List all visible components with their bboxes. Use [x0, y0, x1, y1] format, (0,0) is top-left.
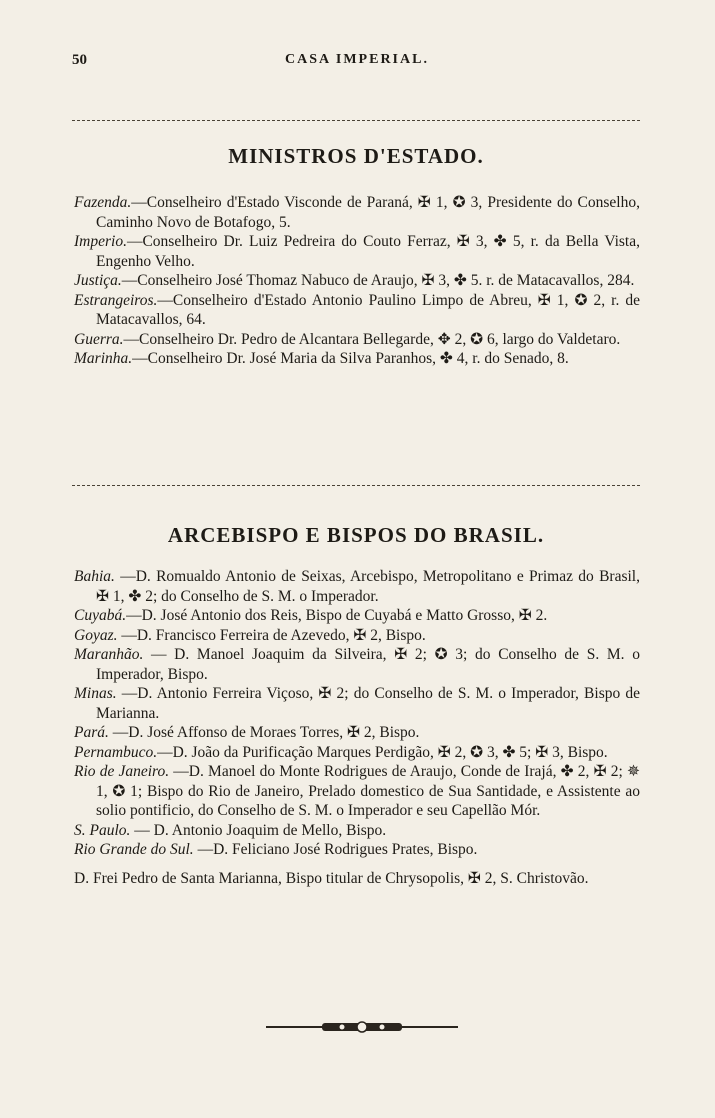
page-header	[72, 52, 642, 74]
entry-bahia: Bahia. —D. Romualdo Antonio de Seixas, Arcebispo, Metropolitano e Primaz do Brasil, ✠ 1, ✤ 2; do Conselho de S. M. o Imperador.	[74, 568, 640, 605]
entry-guerra: Guerra.—Conselheiro Dr. Pedro de Alcantara Bellegarde, ✥ 2, ✪ 6, largo do Valdetaro.	[74, 330, 621, 348]
entry-justica: Justiça.—Conselheiro José Thomaz Nabuco de Araujo, ✠ 3, ✤ 5. r. de Matacavallos, 284.	[74, 272, 635, 289]
running-title: CASA IMPERIAL.	[285, 52, 429, 67]
entry-sao-paulo: S. Paulo. — D. Antonio Joaquim de Mello, Bispo.	[74, 821, 387, 839]
spacer	[74, 860, 640, 869]
entry-marinha: Marinha.—Conselheiro Dr. José Maria da Silva Paranhos, ✤ 4, r. do Senado, 8.	[74, 350, 569, 367]
entry-goyaz: Goyaz. —D. Francisco Ferreira de Azevedo, ✠ 2, Bispo.	[74, 626, 426, 644]
top-divider	[72, 120, 640, 121]
entry-estrangeiros: Estrangeiros.—Conselheiro d'Estado Antonio Paulino Limpo de Abreu, ✠ 1, ✪ 2, r. de Matacavallos, 64.	[74, 291, 640, 328]
ministros-list	[74, 193, 640, 369]
entry-imperio: Imperio.—Conselheiro Dr. Luiz Pedreira do Couto Ferraz, ✠ 3, ✤ 5, r. da Bella Vista, Engenho Velho.	[74, 233, 640, 270]
entry-rio-de-janeiro: Rio de Janeiro. —D. Manoel do Monte Rodrigues de Araujo, Conde de Irajá, ✤ 2, ✠ 2; ✵ 1, ✪ 1; Bispo do Rio de Janeiro, Prelado domestico de Sua Santidade, e Assistente ao solio pontificio, do Conselho de S. M. o Imperador e seu Capellão Mór.	[74, 763, 640, 819]
page-number: 50	[72, 52, 87, 68]
tailpiece-ornament-icon	[262, 1020, 462, 1034]
entry-maranhao: Maranhão. — D. Manoel Joaquim da Silveira, ✠ 2; ✪ 3; do Conselho de S. M. o Imperador, Bispo.	[74, 646, 640, 683]
entry-fazenda: Fazenda.—Conselheiro d'Estado Visconde de Paraná, ✠ 1, ✪ 3, Presidente do Conselho, Caminho Novo de Botafogo, 5.	[74, 194, 640, 231]
section-title-ministros: MINISTROS D'ESTADO.	[228, 144, 484, 168]
entry-minas: Minas. —D. Antonio Ferreira Viçoso, ✠ 2; do Conselho de S. M. o Imperador, Bispo de Marianna.	[74, 685, 640, 722]
entry-rio-grande-do-sul: Rio Grande do Sul. —D. Feliciano José Rodrigues Prates, Bispo.	[74, 841, 478, 858]
entry-pernambuco: Pernambuco.—D. João da Purificação Marques Perdigão, ✠ 2, ✪ 3, ✤ 5; ✠ 3, Bispo.	[74, 743, 608, 761]
bispos-list	[74, 567, 640, 888]
entry-cuyaba: Cuyabá.—D. José Antonio dos Reis, Bispo de Cuyabá e Matto Grosso, ✠ 2.	[74, 607, 548, 624]
middle-divider	[72, 485, 640, 486]
entry-bispo-titular: D. Frei Pedro de Santa Marianna, Bispo titular de Chrysopolis, ✠ 2, S. Christovão.	[74, 869, 589, 887]
entry-para: Pará. —D. José Affonso de Moraes Torres, ✠ 2, Bispo.	[74, 724, 420, 741]
section-title-bispos: ARCEBISPO E BISPOS DO BRASIL.	[167, 523, 545, 547]
